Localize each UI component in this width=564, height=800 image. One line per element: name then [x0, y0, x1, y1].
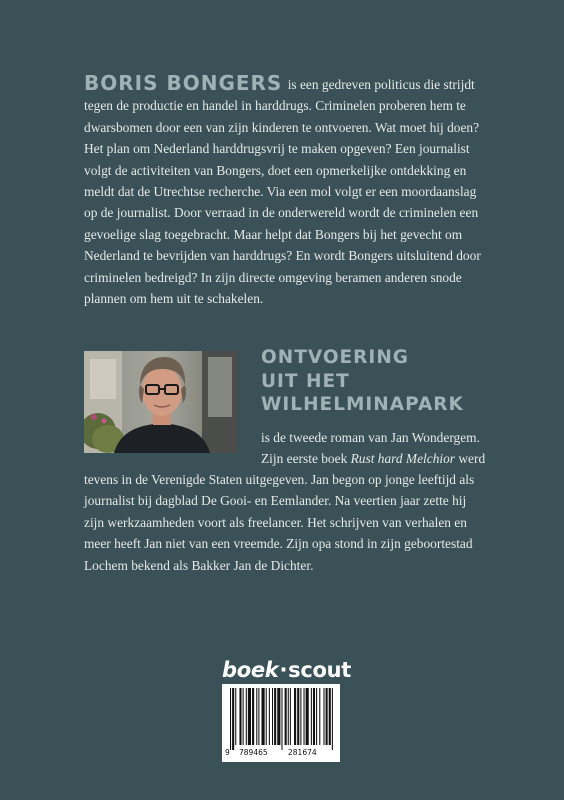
barcode-bar — [262, 688, 265, 745]
barcode-bar — [239, 688, 241, 745]
barcode-bar — [232, 688, 234, 750]
isbn-barcode — [222, 684, 340, 762]
blurb-paragraph — [84, 73, 484, 309]
author-bio-intro — [261, 427, 491, 470]
first-book-title: Rust hard Melchior — [350, 451, 456, 467]
author-bio-text: tevens in de Verenigde Staten uitgegeven. Jan begon op jonge leeftijd als journalist bij dagblad De Gooi- en Eemlander. Na veertien jaar zette hij zijn werkzaamheden voort als freelancer. Het schrijven van verhalen en meer heeft Jan niet van een vreemde. Zijn opa stond in zijn geboortestad Lochem bekend als Bakker Jan de Dichter. — [84, 472, 475, 573]
barcode-bar — [288, 688, 289, 745]
bio-line-1: is de tweede roman van Jan Wondergem. — [261, 430, 480, 445]
barcode-bar — [281, 688, 282, 750]
barcode-bar — [304, 688, 305, 745]
barcode-bar — [246, 688, 247, 745]
author-photo — [84, 351, 238, 453]
barcode-bar — [274, 688, 276, 745]
author-portrait-image — [84, 351, 238, 453]
barcode-bar — [297, 688, 299, 745]
barcode-bar — [248, 688, 251, 745]
barcode-bar — [230, 688, 231, 750]
bio-line-2-end: werd — [458, 451, 486, 467]
barcode-bar — [256, 688, 257, 745]
bio-line-2-start: Zijn eerste boek — [261, 451, 348, 467]
publisher-logo-boek: boek — [222, 658, 279, 682]
isbn-number — [222, 748, 340, 760]
barcode-bar — [235, 688, 236, 745]
barcode-bar — [269, 688, 270, 745]
barcode-bar — [258, 688, 259, 745]
character-name-heading: BORIS BONGERS — [84, 71, 283, 95]
publisher-logo-scout: scout — [288, 658, 352, 682]
barcode-bar — [311, 688, 312, 745]
isbn-right-group: 281674 — [288, 748, 317, 757]
barcode-bar — [306, 688, 309, 745]
publisher-logo — [222, 658, 352, 684]
barcode-bar — [323, 688, 324, 745]
barcode-bar — [294, 688, 296, 745]
barcode-bar — [272, 688, 273, 745]
barcode-bar — [329, 688, 331, 745]
isbn-left-group: 789465 — [239, 748, 268, 757]
barcode-bar — [252, 688, 254, 745]
barcode-bar — [277, 688, 280, 745]
book-title — [261, 346, 464, 417]
book-title-line-2: UIT HET — [261, 370, 350, 392]
barcode-bar — [313, 688, 315, 745]
book-title-line-3: WILHELMINAPARK — [261, 394, 464, 415]
barcode-bar — [316, 688, 317, 745]
barcode-bar — [285, 688, 287, 745]
barcode-bar — [319, 688, 320, 745]
publisher-logo-dot: · — [279, 658, 288, 682]
barcode-bar — [243, 688, 244, 745]
barcode-bar — [290, 688, 291, 745]
barcode-bar — [300, 688, 301, 745]
barcode-bar — [326, 688, 328, 745]
barcode-bar — [266, 688, 267, 745]
blurb-text: is een gedreven politicus die strijdt tegen de productie en handel in harddrugs. Criminelen proberen hem te dwarsbomen door een van zijn kinderen te ontvoeren. Wat moet hij doen? Het plan om Nederland harddrugsvrij te maken opgeven? Een journalist volgt de activiteiten van Bongers, doet een opmerkelijke ontdekking en meldt dat de Utrechtse recherche. Via een mol volgt er een moordaanslag op de journalist. Door verraad in de onderwereld wordt de criminelen een gevoelige slag toegebracht. Maar helpt dat Bongers bij het gevecht om Nederland te bevrijden van harddrugs? En wordt Bongers uitsluitend door criminelen bedreigd? In zijn directe omgeving beramen anderen snode plannen om hem uit te schakelen. — [84, 77, 481, 307]
book-title-line-1: ONTVOERING — [261, 347, 409, 368]
isbn-first-digit: 9 — [225, 748, 230, 757]
barcode-bar — [332, 688, 333, 750]
barcode-bars — [222, 684, 340, 750]
